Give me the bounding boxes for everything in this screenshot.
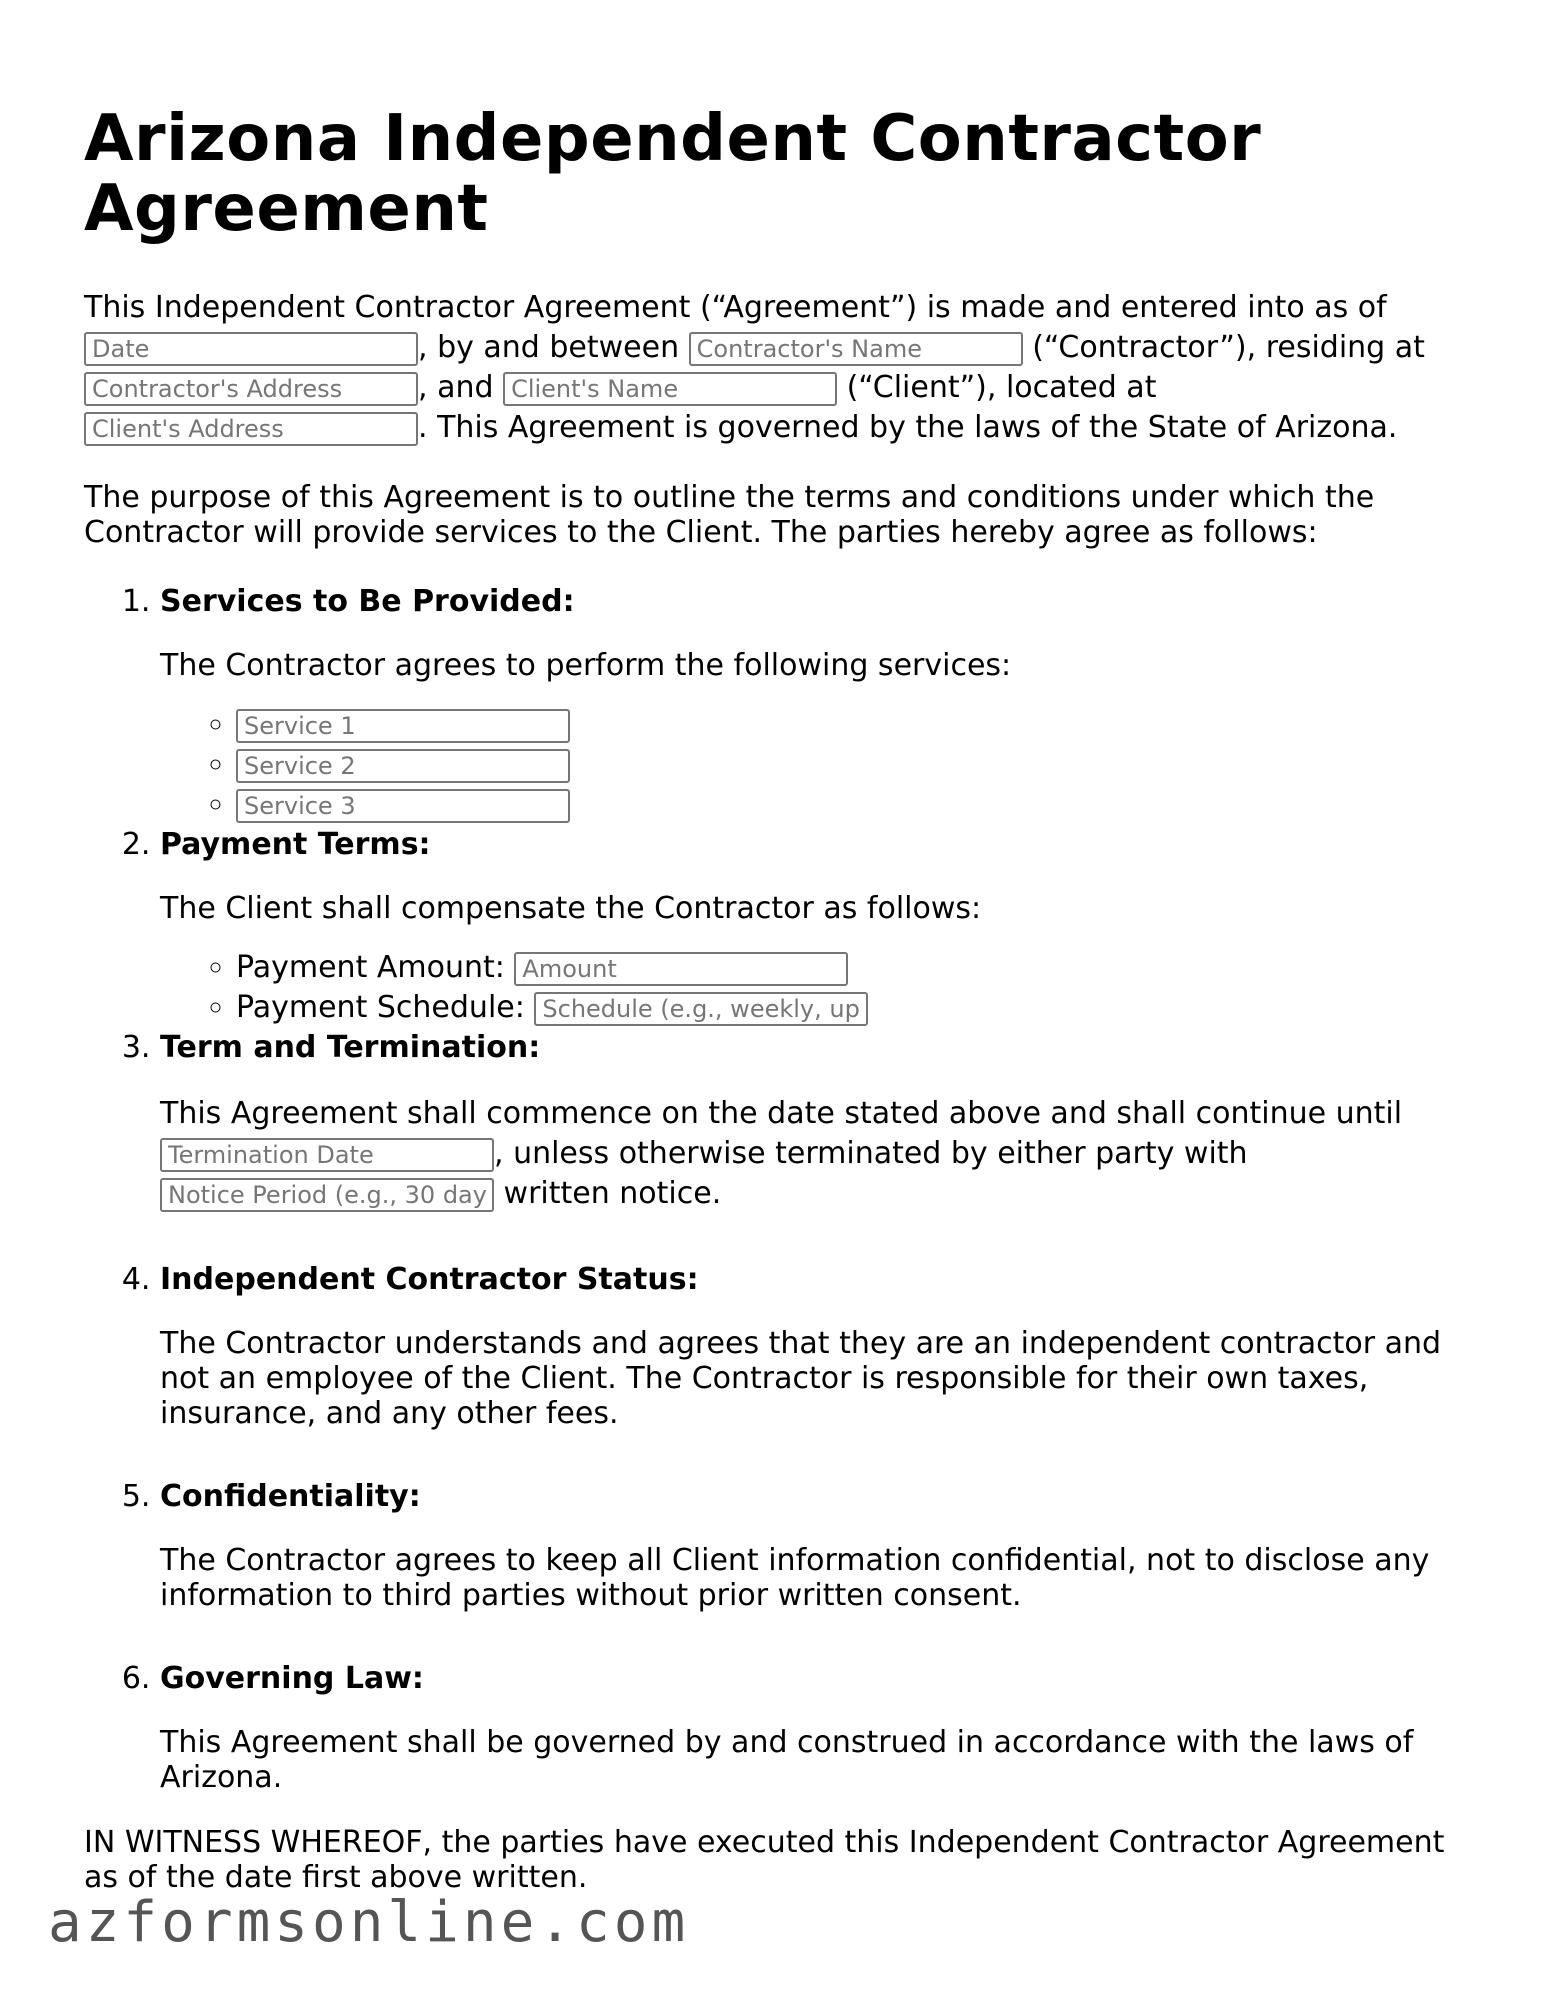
service-2-input[interactable] [236, 749, 570, 783]
witness-paragraph: IN WITNESS WHEREOF, the parties have executed this Independent Contractor Agreement as of the date first above written. [84, 1825, 1445, 1895]
date-input[interactable] [84, 332, 418, 366]
status-text: The Contractor understands and agrees that they are an independent contractor and not an employee of the Client. The Contractor is responsible for their own taxes, insurance, and any other fees. [160, 1326, 1442, 1431]
section-status [160, 1260, 1484, 1431]
list-item [236, 785, 1484, 825]
intro-text-4: , and [418, 370, 494, 405]
payment-title: 2. Payment Terms: [160, 827, 431, 862]
page-title: Arizona Independent Contractor Agreement [84, 102, 1262, 246]
term-text-2: , unless otherwise terminated by either party with [494, 1136, 1248, 1171]
purpose-paragraph: The purpose of this Agreement is to outline the terms and conditions under which the Contractor will provide services to the Client. The parties hereby agree as follows: [84, 480, 1375, 550]
payment-list [160, 948, 1484, 1028]
termination-date-input[interactable] [160, 1138, 494, 1172]
section-term [160, 1028, 1484, 1214]
payment-schedule-label: Payment Schedule: [236, 990, 525, 1025]
section-services [160, 582, 1484, 825]
list-item [236, 948, 1484, 988]
watermark: azformsonline.com [48, 1890, 690, 1955]
services-text: The Contractor agrees to perform the following services: [160, 648, 1012, 683]
list-item [236, 705, 1484, 745]
document [84, 104, 1484, 1895]
client-name-input[interactable] [503, 372, 837, 406]
status-title: 4. Independent Contractor Status: [160, 1262, 699, 1297]
term-text-3: written notice. [494, 1176, 722, 1211]
term-text-1: This Agreement shall commence on the date stated above and shall continue until [160, 1096, 1403, 1131]
law-text: This Agreement shall be governed by and construed in accordance with the laws of Arizona. [160, 1725, 1414, 1795]
confidentiality-title: 5. Confidentiality: [160, 1479, 421, 1514]
client-address-input[interactable] [84, 412, 418, 446]
service-3-input[interactable] [236, 789, 570, 823]
confidentiality-text: The Contractor agrees to keep all Client information confidential, not to disclose any information to third parties without prior written consent. [160, 1543, 1430, 1613]
payment-text: The Client shall compensate the Contractor as follows: [160, 891, 982, 926]
term-text [160, 1094, 1484, 1214]
services-list [160, 705, 1484, 825]
intro-paragraph [84, 288, 1484, 448]
service-1-input[interactable] [236, 709, 570, 743]
intro-text-2: , by and between [418, 330, 680, 365]
payment-amount-label: Payment Amount: [236, 950, 505, 985]
payment-amount-input[interactable] [514, 952, 848, 986]
contractor-name-input[interactable] [689, 332, 1023, 366]
list-item [236, 745, 1484, 785]
term-title: 3. Term and Termination: [160, 1030, 541, 1065]
intro-text-5: (“Client”), located at [837, 370, 1157, 405]
section-payment [160, 825, 1484, 1028]
section-confidentiality [160, 1477, 1484, 1613]
intro-text-3: (“Contractor”), residing at [1022, 330, 1425, 365]
payment-schedule-input[interactable] [534, 992, 868, 1026]
law-title: 6. Governing Law: [160, 1661, 424, 1696]
intro-text-1: This Independent Contractor Agreement (“Agreement”) is made and entered into as of [84, 290, 1387, 325]
contractor-address-input[interactable] [84, 372, 418, 406]
list-item [236, 988, 1484, 1028]
section-law [160, 1659, 1484, 1795]
sections-list [84, 582, 1484, 1795]
intro-text-6: . This Agreement is governed by the laws of the State of Arizona. [418, 410, 1398, 445]
services-title: 1. Services to Be Provided: [160, 584, 575, 619]
notice-period-input[interactable] [160, 1178, 494, 1212]
